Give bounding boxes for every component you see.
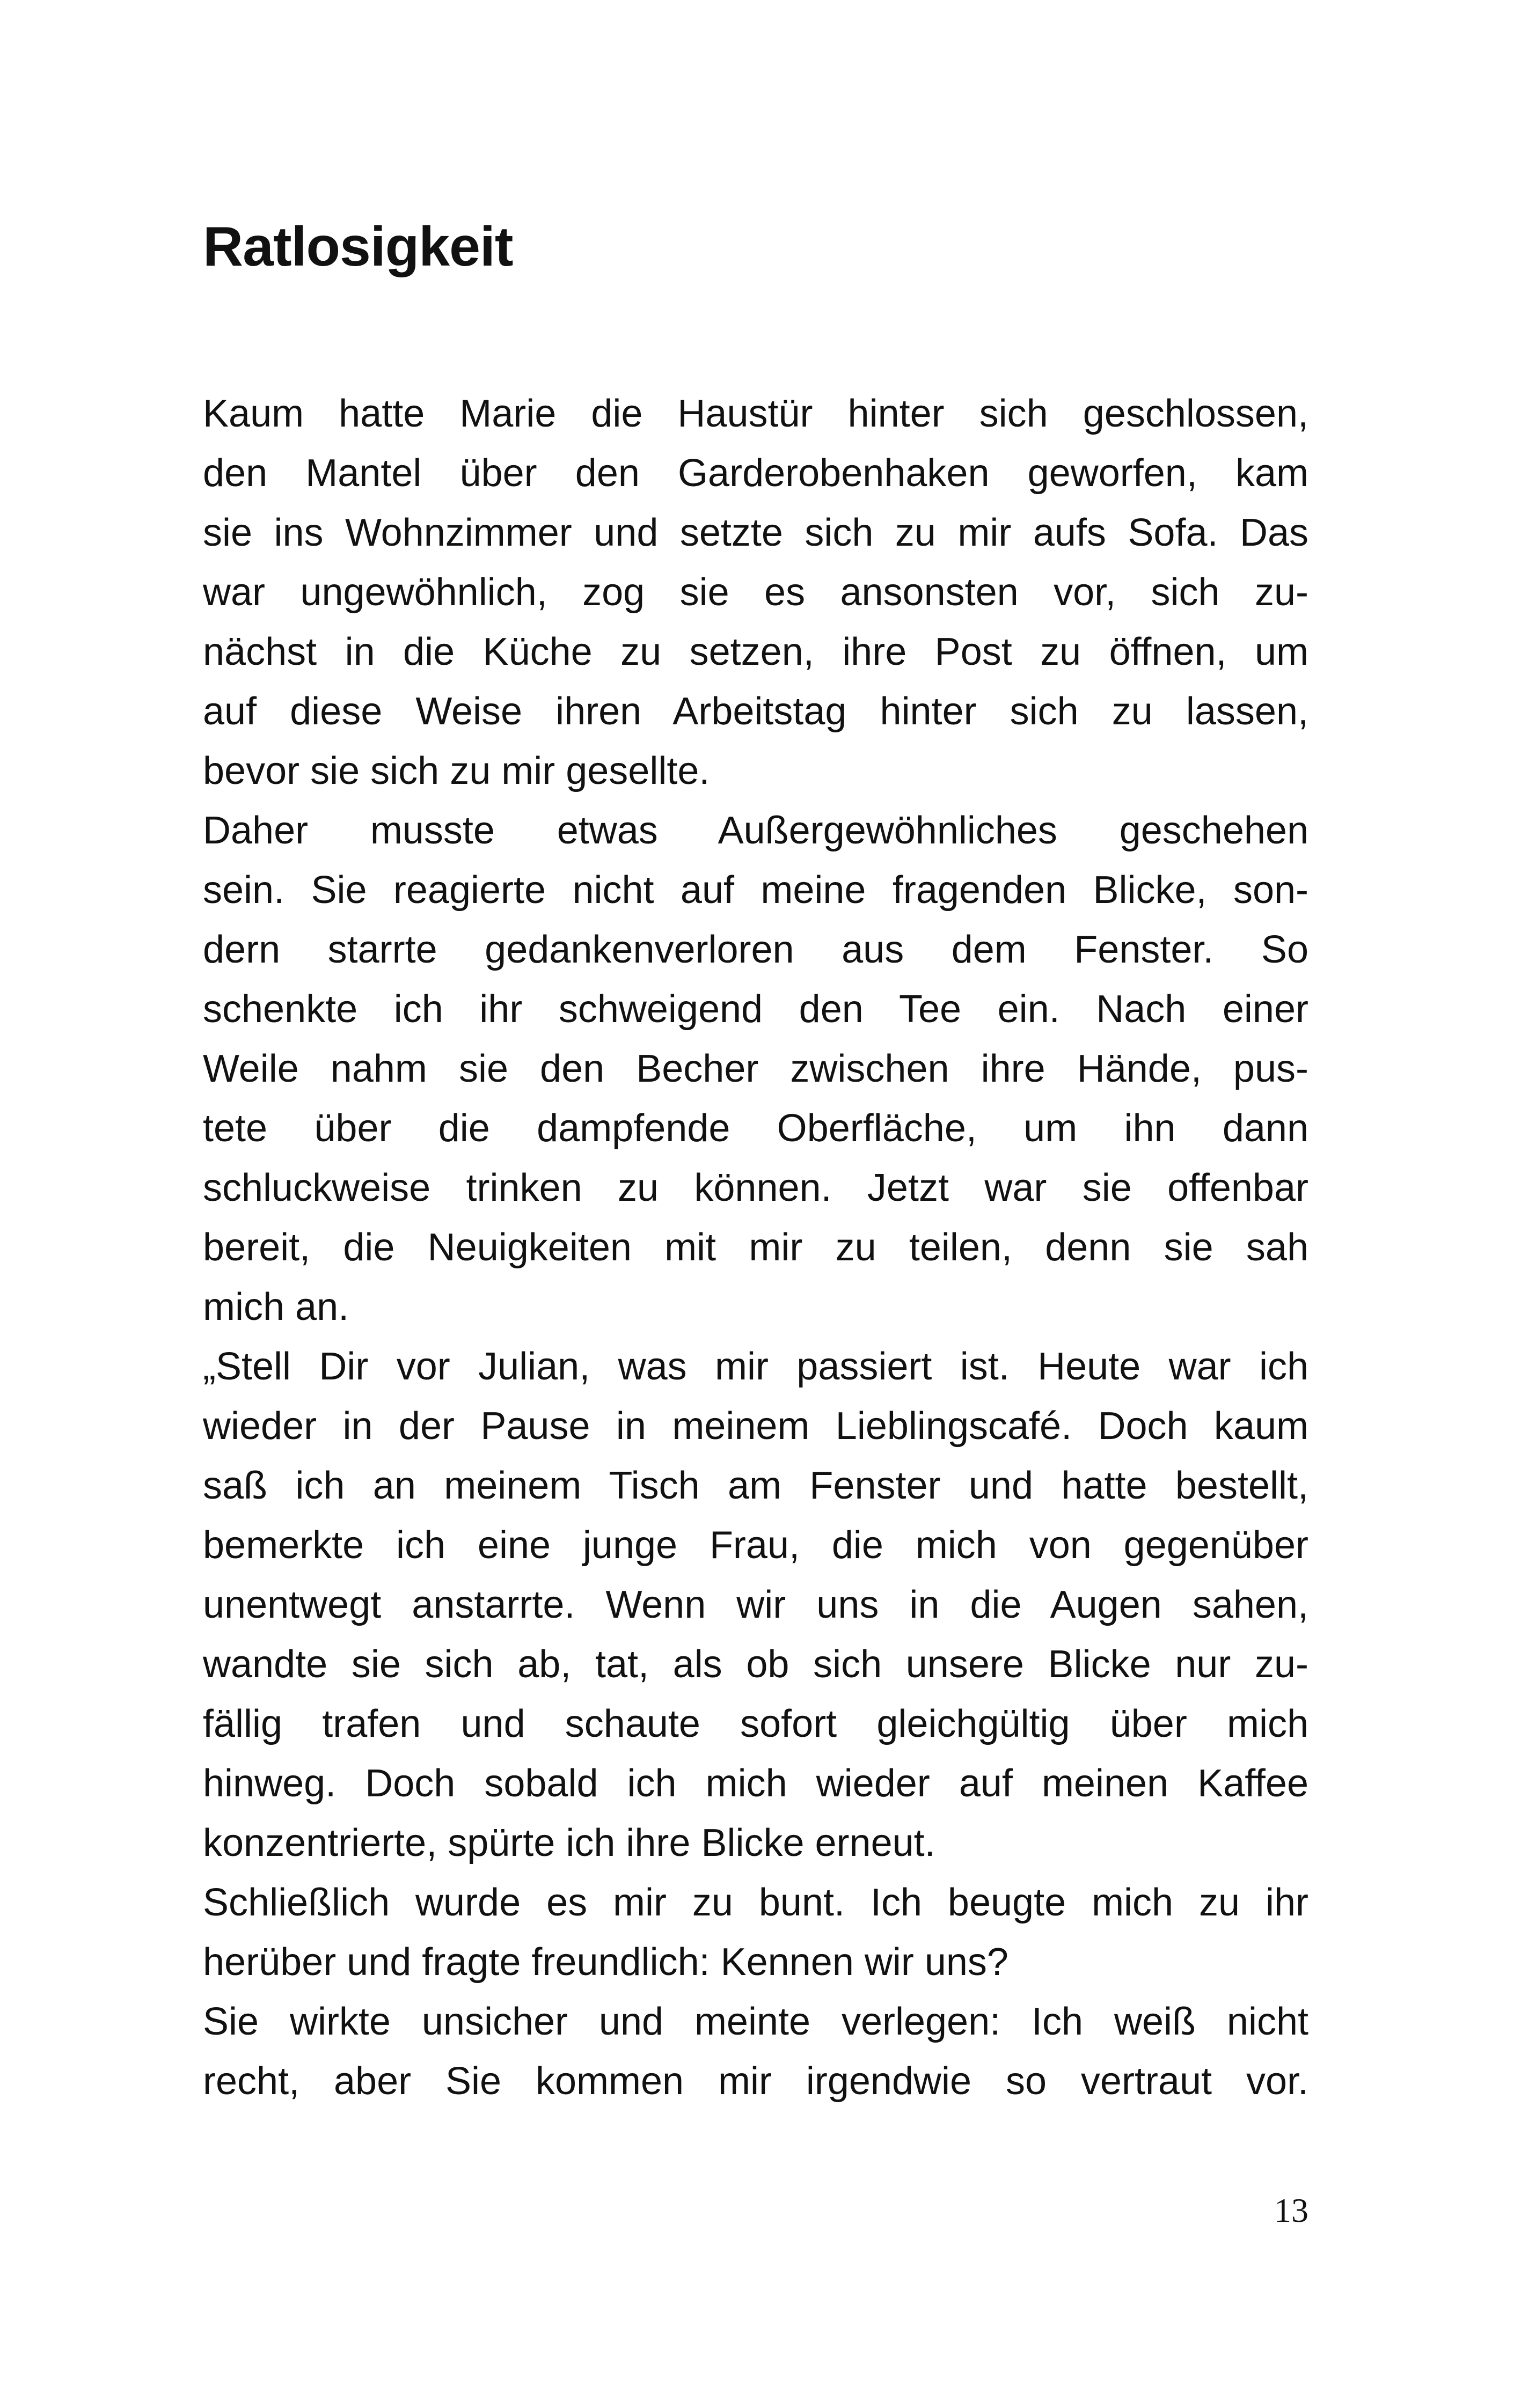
text-line: „Stell Dir vor Julian, was mir passiert ist. Heute war ich bbox=[203, 1345, 1308, 1388]
text-line: bevor sie sich zu mir gesellte. bbox=[203, 750, 710, 792]
text-line: mich an. bbox=[203, 1286, 349, 1328]
chapter-title: Ratlosigkeit bbox=[203, 216, 513, 278]
text-line: war ungewöhnlich, zog sie es ansonsten vor, sich zu- bbox=[203, 571, 1308, 614]
text-line: hinweg. Doch sobald ich mich wieder auf meinen Kaffee bbox=[203, 1762, 1308, 1805]
text-line: sie ins Wohnzimmer und setzte sich zu mir aufs Sofa. Das bbox=[203, 511, 1308, 554]
page-number: 13 bbox=[1274, 2191, 1308, 2229]
text-line: saß ich an meinem Tisch am Fenster und hatte bestellt, bbox=[203, 1464, 1308, 1507]
text-line: unentwegt anstarrte. Wenn wir uns in die Augen sahen, bbox=[203, 1583, 1308, 1626]
text-line: Kaum hatte Marie die Haustür hinter sich geschlossen, bbox=[203, 392, 1308, 435]
text-line: schenkte ich ihr schweigend den Tee ein. Nach einer bbox=[203, 988, 1308, 1031]
text-line: Schließlich wurde es mir zu bunt. Ich beugte mich zu ihr bbox=[203, 1881, 1308, 1924]
text-line: auf diese Weise ihren Arbeitstag hinter sich zu lassen, bbox=[203, 690, 1308, 733]
text-line: wandte sie sich ab, tat, als ob sich unsere Blicke nur zu- bbox=[203, 1643, 1308, 1686]
text-line: schluckweise trinken zu können. Jetzt war sie offenbar bbox=[203, 1166, 1308, 1209]
text-line: herüber und fragte freundlich: Kennen wir uns? bbox=[203, 1941, 1008, 1984]
text-line: dern starrte gedankenverloren aus dem Fenster. So bbox=[203, 928, 1308, 971]
text-line: bemerkte ich eine junge Frau, die mich von gegenüber bbox=[203, 1524, 1308, 1567]
text-line: den Mantel über den Garderobenhaken geworfen, kam bbox=[203, 452, 1308, 495]
text-line: bereit, die Neuigkeiten mit mir zu teilen, denn sie sah bbox=[203, 1226, 1308, 1269]
text-line: Sie wirkte unsicher und meinte verlegen: Ich weiß nicht bbox=[203, 2000, 1308, 2043]
text-line: wieder in der Pause in meinem Lieblingscafé. Doch kaum bbox=[203, 1405, 1308, 1448]
text-line: Daher musste etwas Außergewöhnliches geschehen bbox=[203, 809, 1308, 852]
body-text bbox=[203, 384, 1308, 2111]
text-line: recht, aber Sie kommen mir irgendwie so vertraut vor. bbox=[203, 2060, 1308, 2103]
text-line: fällig trafen und schaute sofort gleichgültig über mich bbox=[203, 1702, 1308, 1745]
text-line: sein. Sie reagierte nicht auf meine fragenden Blicke, son- bbox=[203, 869, 1308, 912]
text-line: tete über die dampfende Oberfläche, um ihn dann bbox=[203, 1107, 1308, 1150]
text-line: konzentrierte, spürte ich ihre Blicke erneut. bbox=[203, 1822, 935, 1864]
text-line: nächst in die Küche zu setzen, ihre Post zu öffnen, um bbox=[203, 630, 1308, 673]
text-line: Weile nahm sie den Becher zwischen ihre Hände, pus- bbox=[203, 1047, 1308, 1090]
